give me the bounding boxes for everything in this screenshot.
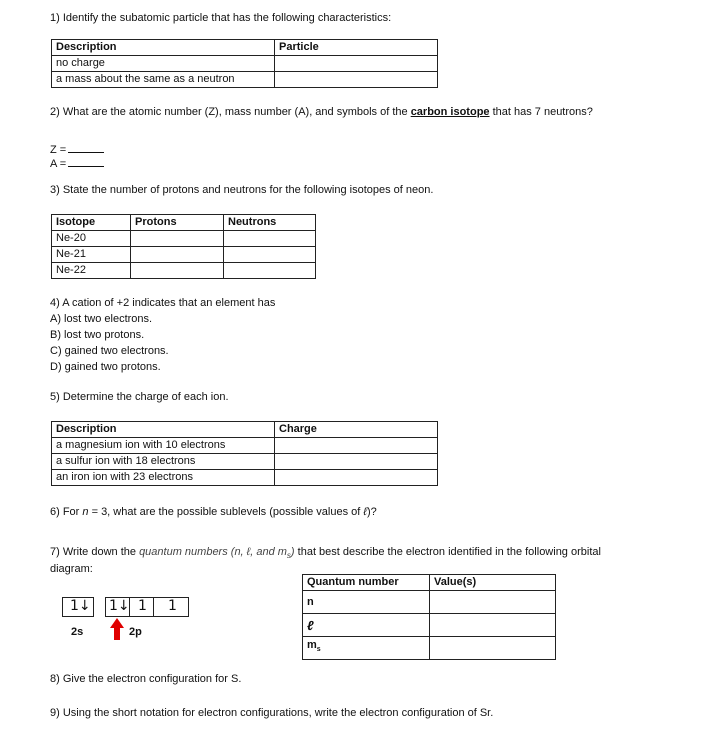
- question-9: 9) Using the short notation for electron configurations, write the electron configuration of Sr.: [50, 707, 494, 719]
- question-2: 2) What are the atomic number (Z), mass number (A), and symbols of the carbon isotope that has 7 neutrons?: [50, 106, 593, 118]
- q5-table: [51, 421, 438, 486]
- orbital-2s-box: 1↓: [62, 597, 94, 617]
- question-7: 7) Write down the quantum numbers (n, ℓ, and $m_s$) that best describe the electron identified in the following orbital: [50, 546, 601, 561]
- question-3: 3) State the number of protons and neutrons for the following isotopes of neon.: [50, 184, 434, 196]
- q7-cell-l: ℓ: [303, 614, 430, 637]
- quantum-numbers-emphasis: quantum numbers (n, ℓ, and $m_s$): [139, 546, 295, 561]
- q5-cell-description: a sulfur ion with 18 electrons: [52, 454, 275, 470]
- q4-option-a[interactable]: A) lost two electrons.: [50, 313, 153, 325]
- q1-cell-description: no charge: [52, 56, 275, 72]
- q3-table: [51, 214, 316, 279]
- q3-cell-isotope: Ne-20: [52, 231, 131, 247]
- q4-option-d[interactable]: D) gained two protons.: [50, 361, 161, 373]
- q7-cell-ms: $m_s$: [303, 637, 430, 660]
- q3-cell-neutrons-input[interactable]: [224, 247, 316, 263]
- q3-cell-neutrons-input[interactable]: [224, 231, 316, 247]
- question-5: 5) Determine the charge of each ion.: [50, 391, 229, 403]
- q3-header-neutrons: Neutrons: [224, 215, 316, 231]
- q4-option-b[interactable]: B) lost two protons.: [50, 329, 145, 341]
- q3-cell-isotope: Ne-21: [52, 247, 131, 263]
- orbital-2p-box-2: 1: [129, 597, 154, 617]
- a-blank[interactable]: [68, 158, 104, 167]
- q7-cell-n-value-input[interactable]: [430, 591, 556, 614]
- q3-cell-protons-input[interactable]: [131, 247, 224, 263]
- q7-header-values: Value(s): [430, 575, 556, 591]
- q1-header-particle: Particle: [275, 40, 438, 56]
- q3-cell-protons-input[interactable]: [131, 231, 224, 247]
- q1-cell-description: a mass about the same as a neutron: [52, 72, 275, 88]
- orbital-2s-label: 2s: [71, 626, 84, 638]
- q3-header-isotope: Isotope: [52, 215, 131, 231]
- z-blank[interactable]: [68, 144, 104, 153]
- q3-cell-neutrons-input[interactable]: [224, 263, 316, 279]
- q7-cell-n: n: [303, 591, 430, 614]
- orbital-2p-label: 2p: [129, 626, 142, 638]
- q7-header-quantum-number: Quantum number: [303, 575, 430, 591]
- q1-table: [51, 39, 438, 88]
- q5-cell-description: an iron ion with 23 electrons: [52, 470, 275, 486]
- q5-cell-description: a magnesium ion with 10 electrons: [52, 438, 275, 454]
- q3-header-protons: Protons: [131, 215, 224, 231]
- q1-header-description: Description: [52, 40, 275, 56]
- q1-cell-particle-input[interactable]: [275, 56, 438, 72]
- red-pointer-arrow-icon: [109, 617, 125, 641]
- carbon-isotope-emphasis: carbon isotope: [410, 106, 490, 118]
- q5-cell-charge-input[interactable]: [275, 470, 438, 486]
- orbital-2p-box-3: 1: [153, 597, 189, 617]
- question-1: 1) Identify the subatomic particle that has the following characteristics:: [50, 12, 392, 24]
- q5-cell-charge-input[interactable]: [275, 454, 438, 470]
- q7-cell-l-value-input[interactable]: [430, 614, 556, 637]
- orbital-2p-box-1: 1↓: [105, 597, 130, 617]
- z-answer-line[interactable]: Z =: [50, 143, 104, 157]
- q3-cell-isotope: Ne-22: [52, 263, 131, 279]
- q7-table: [302, 574, 556, 660]
- question-6: 6) For n = 3, what are the possible sublevels (possible values of ℓ)?: [50, 506, 377, 518]
- question-8: 8) Give the electron configuration for S.: [50, 673, 242, 685]
- q3-cell-protons-input[interactable]: [131, 263, 224, 279]
- q5-header-description: Description: [52, 422, 275, 438]
- q5-cell-charge-input[interactable]: [275, 438, 438, 454]
- question-4: 4) A cation of +2 indicates that an element has: [50, 297, 276, 309]
- q1-cell-particle-input[interactable]: [275, 72, 438, 88]
- q7-cell-ms-value-input[interactable]: [430, 637, 556, 660]
- q4-option-c[interactable]: C) gained two electrons.: [50, 345, 169, 357]
- q7-line-2: diagram:: [50, 563, 93, 575]
- q5-header-charge: Charge: [275, 422, 438, 438]
- a-answer-line[interactable]: A =: [50, 157, 104, 171]
